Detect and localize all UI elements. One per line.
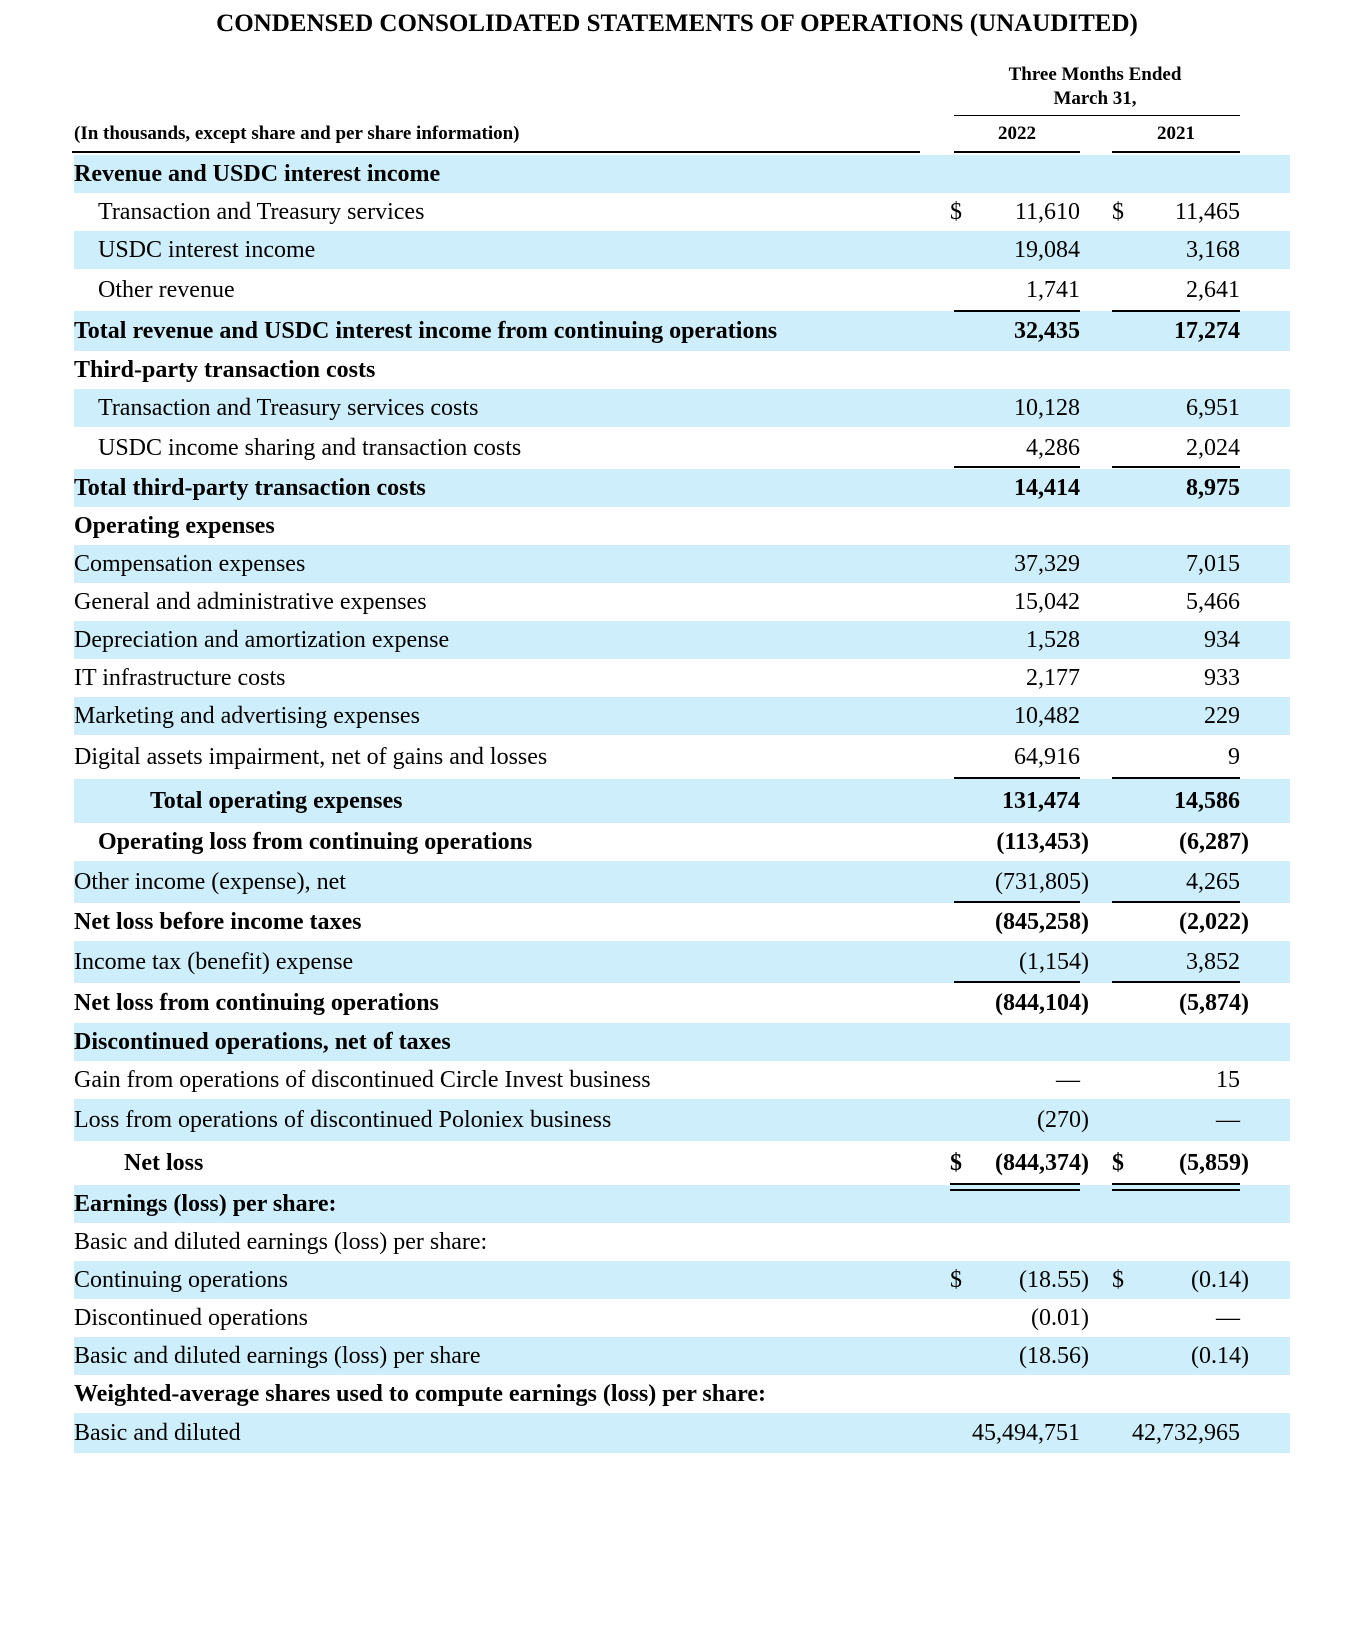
value-2021: 229 [1204, 702, 1240, 729]
period-header-line1: Three Months Ended [1008, 64, 1182, 85]
value-2022: 1,741 [1026, 276, 1080, 303]
row-label: Gain from operations of discontinued Circle Invest business [74, 1066, 651, 1093]
value-2021: 3,852 [1186, 948, 1240, 975]
subtotal-rule [954, 466, 1080, 468]
value-2022: 131,474 [1002, 787, 1080, 814]
table-row [74, 1299, 1290, 1337]
table-row [74, 1185, 1290, 1223]
row-label: Weighted-average shares used to compute earnings (loss) per share: [74, 1380, 766, 1407]
value-2022: (270) [1037, 1106, 1089, 1133]
table-row [74, 155, 1290, 193]
row-label: Compensation expenses [74, 550, 306, 577]
row-label: Income tax (benefit) expense [74, 948, 354, 975]
row-label: Other income (expense), net [74, 868, 346, 895]
row-label: Basic and diluted earnings (loss) per share: [74, 1228, 488, 1255]
value-2021: 15 [1216, 1066, 1240, 1093]
table-row [74, 1223, 1290, 1261]
year-2021-header: 2021 [1157, 123, 1195, 144]
row-label: Basic and diluted earnings (loss) per share [74, 1342, 481, 1369]
value-2022: 10,128 [1014, 394, 1080, 421]
value-2021: — [1216, 1106, 1240, 1133]
value-2022: (844,104) [995, 989, 1089, 1016]
table-row [74, 1413, 1290, 1453]
value-2021: 3,168 [1186, 236, 1240, 263]
row-label: Total third-party transaction costs [74, 474, 426, 501]
row-label: Discontinued operations, net of taxes [74, 1028, 451, 1055]
value-2021: — [1216, 1304, 1240, 1331]
value-2021: (0.14) [1191, 1342, 1249, 1369]
row-label: Operating loss from continuing operations [98, 828, 533, 855]
row-label: Net loss from continuing operations [74, 989, 439, 1016]
table-row [74, 231, 1290, 269]
row-label: Transaction and Treasury services [98, 198, 425, 225]
row-label: General and administrative expenses [74, 588, 427, 615]
period-header-line2: March 31, [1053, 88, 1137, 109]
subtotal-rule [1112, 777, 1240, 779]
row-label: USDC interest income [98, 236, 316, 263]
value-2021: 4,265 [1186, 868, 1240, 895]
table-row [74, 1061, 1290, 1099]
value-2022: 4,286 [1026, 434, 1080, 461]
row-label: Net loss before income taxes [74, 908, 362, 935]
value-2022: (18.55) [1019, 1266, 1089, 1293]
subtotal-rule [1112, 466, 1240, 468]
value-2021: 8,975 [1186, 474, 1240, 501]
value-2021: 11,465 [1174, 198, 1240, 225]
row-label: Basic and diluted [74, 1419, 241, 1446]
subtotal-rule [954, 981, 1080, 983]
table-row [74, 583, 1290, 621]
row-label: Total operating expenses [150, 787, 403, 814]
currency-symbol: $ [950, 1149, 962, 1176]
value-2022: — [1056, 1066, 1080, 1093]
table-row [74, 507, 1290, 545]
value-2022: 1,528 [1026, 626, 1080, 653]
row-label: Loss from operations of discontinued Poloniex business [74, 1106, 612, 1133]
value-2021: 14,586 [1174, 787, 1240, 814]
table-row [74, 1337, 1290, 1375]
table-row [74, 1141, 1290, 1185]
value-2021: (5,859) [1179, 1149, 1249, 1176]
subtotal-rule [954, 901, 1080, 903]
value-2022: 11,610 [1014, 198, 1080, 225]
net-loss-double-rule [1112, 1183, 1240, 1191]
value-2021: 5,466 [1186, 588, 1240, 615]
value-2022: 10,482 [1014, 702, 1080, 729]
subtotal-rule [954, 310, 1080, 312]
value-2022: (18.56) [1019, 1342, 1089, 1369]
table-row [74, 545, 1290, 583]
table-row [74, 1023, 1290, 1061]
value-2021: 2,024 [1186, 434, 1240, 461]
statement-title: CONDENSED CONSOLIDATED STATEMENTS OF OPERATIONS (UNAUDITED) [216, 10, 1138, 37]
row-label: Third-party transaction costs [74, 356, 376, 383]
row-label: Transaction and Treasury services costs [98, 394, 479, 421]
value-2022: (844,374) [995, 1149, 1089, 1176]
value-2022: 2,177 [1026, 664, 1080, 691]
row-label: IT infrastructure costs [74, 664, 286, 691]
currency-symbol: $ [950, 1266, 962, 1293]
row-label: Depreciation and amortization expense [74, 626, 450, 653]
value-2022: 19,084 [1014, 236, 1080, 263]
currency-symbol: $ [1112, 1266, 1124, 1293]
subtotal-rule [1112, 901, 1240, 903]
row-label: Total revenue and USDC interest income from continuing operations [74, 317, 778, 344]
year-2022-header: 2022 [998, 123, 1036, 144]
value-2021: 17,274 [1174, 317, 1240, 344]
net-loss-double-rule [950, 1183, 1080, 1191]
currency-symbol: $ [1112, 1149, 1124, 1176]
table-row [74, 311, 1290, 351]
value-2022: 37,329 [1014, 550, 1080, 577]
subtotal-rule [1112, 310, 1240, 312]
value-2022: 14,414 [1014, 474, 1080, 501]
table-row [74, 779, 1290, 823]
value-2021: 934 [1204, 626, 1240, 653]
table-row [74, 193, 1290, 231]
table-row [74, 735, 1290, 779]
value-2022: (845,258) [995, 908, 1089, 935]
table-row [74, 823, 1290, 861]
row-label: USDC income sharing and transaction costs [98, 434, 522, 461]
period-header-rule [954, 115, 1240, 116]
currency-symbol: $ [950, 198, 962, 225]
value-2021: (2,022) [1179, 908, 1249, 935]
row-label: Earnings (loss) per share: [74, 1190, 337, 1217]
value-2022: 15,042 [1014, 588, 1080, 615]
table-row [74, 941, 1290, 983]
value-2021: 42,732,965 [1132, 1419, 1240, 1446]
table-row [74, 659, 1290, 697]
subtotal-rule [954, 777, 1080, 779]
units-label: (In thousands, except share and per share information) [74, 123, 520, 144]
value-2022: (113,453) [996, 828, 1089, 855]
row-label: Discontinued operations [74, 1304, 308, 1331]
table-row [74, 269, 1290, 311]
row-label: Revenue and USDC interest income [74, 160, 441, 187]
row-label: Other revenue [98, 276, 235, 303]
value-2021: 933 [1204, 664, 1240, 691]
table-row [74, 1261, 1290, 1299]
row-label: Net loss [124, 1149, 204, 1176]
row-label: Marketing and advertising expenses [74, 702, 420, 729]
value-2022: 45,494,751 [972, 1419, 1080, 1446]
row-label: Continuing operations [74, 1266, 288, 1293]
table-row [74, 1375, 1290, 1413]
value-2021: 2,641 [1186, 276, 1240, 303]
value-2021: (6,287) [1179, 828, 1249, 855]
value-2022: (1,154) [1019, 948, 1089, 975]
table-row [74, 427, 1290, 469]
units-label-rule [72, 151, 920, 153]
table-row [74, 983, 1290, 1023]
value-2021: 7,015 [1186, 550, 1240, 577]
row-label: Operating expenses [74, 512, 275, 539]
value-2022: 32,435 [1014, 317, 1080, 344]
value-2022: (0.01) [1031, 1304, 1089, 1331]
year-2022-rule [954, 151, 1080, 153]
value-2021: 9 [1228, 743, 1240, 770]
table-row [74, 903, 1290, 941]
table-row [74, 861, 1290, 903]
table-row [74, 469, 1290, 507]
table-row [74, 351, 1290, 389]
value-2021: 6,951 [1186, 394, 1240, 421]
table-row [74, 697, 1290, 735]
table-row [74, 621, 1290, 659]
row-label: Digital assets impairment, net of gains and losses [74, 743, 548, 770]
value-2022: (731,805) [995, 868, 1089, 895]
value-2022: 64,916 [1014, 743, 1080, 770]
value-2021: (0.14) [1191, 1266, 1249, 1293]
table-row [74, 1099, 1290, 1141]
table-row [74, 389, 1290, 427]
year-2021-rule [1112, 151, 1240, 153]
value-2021: (5,874) [1179, 989, 1249, 1016]
currency-symbol: $ [1112, 198, 1124, 225]
subtotal-rule [1112, 981, 1240, 983]
